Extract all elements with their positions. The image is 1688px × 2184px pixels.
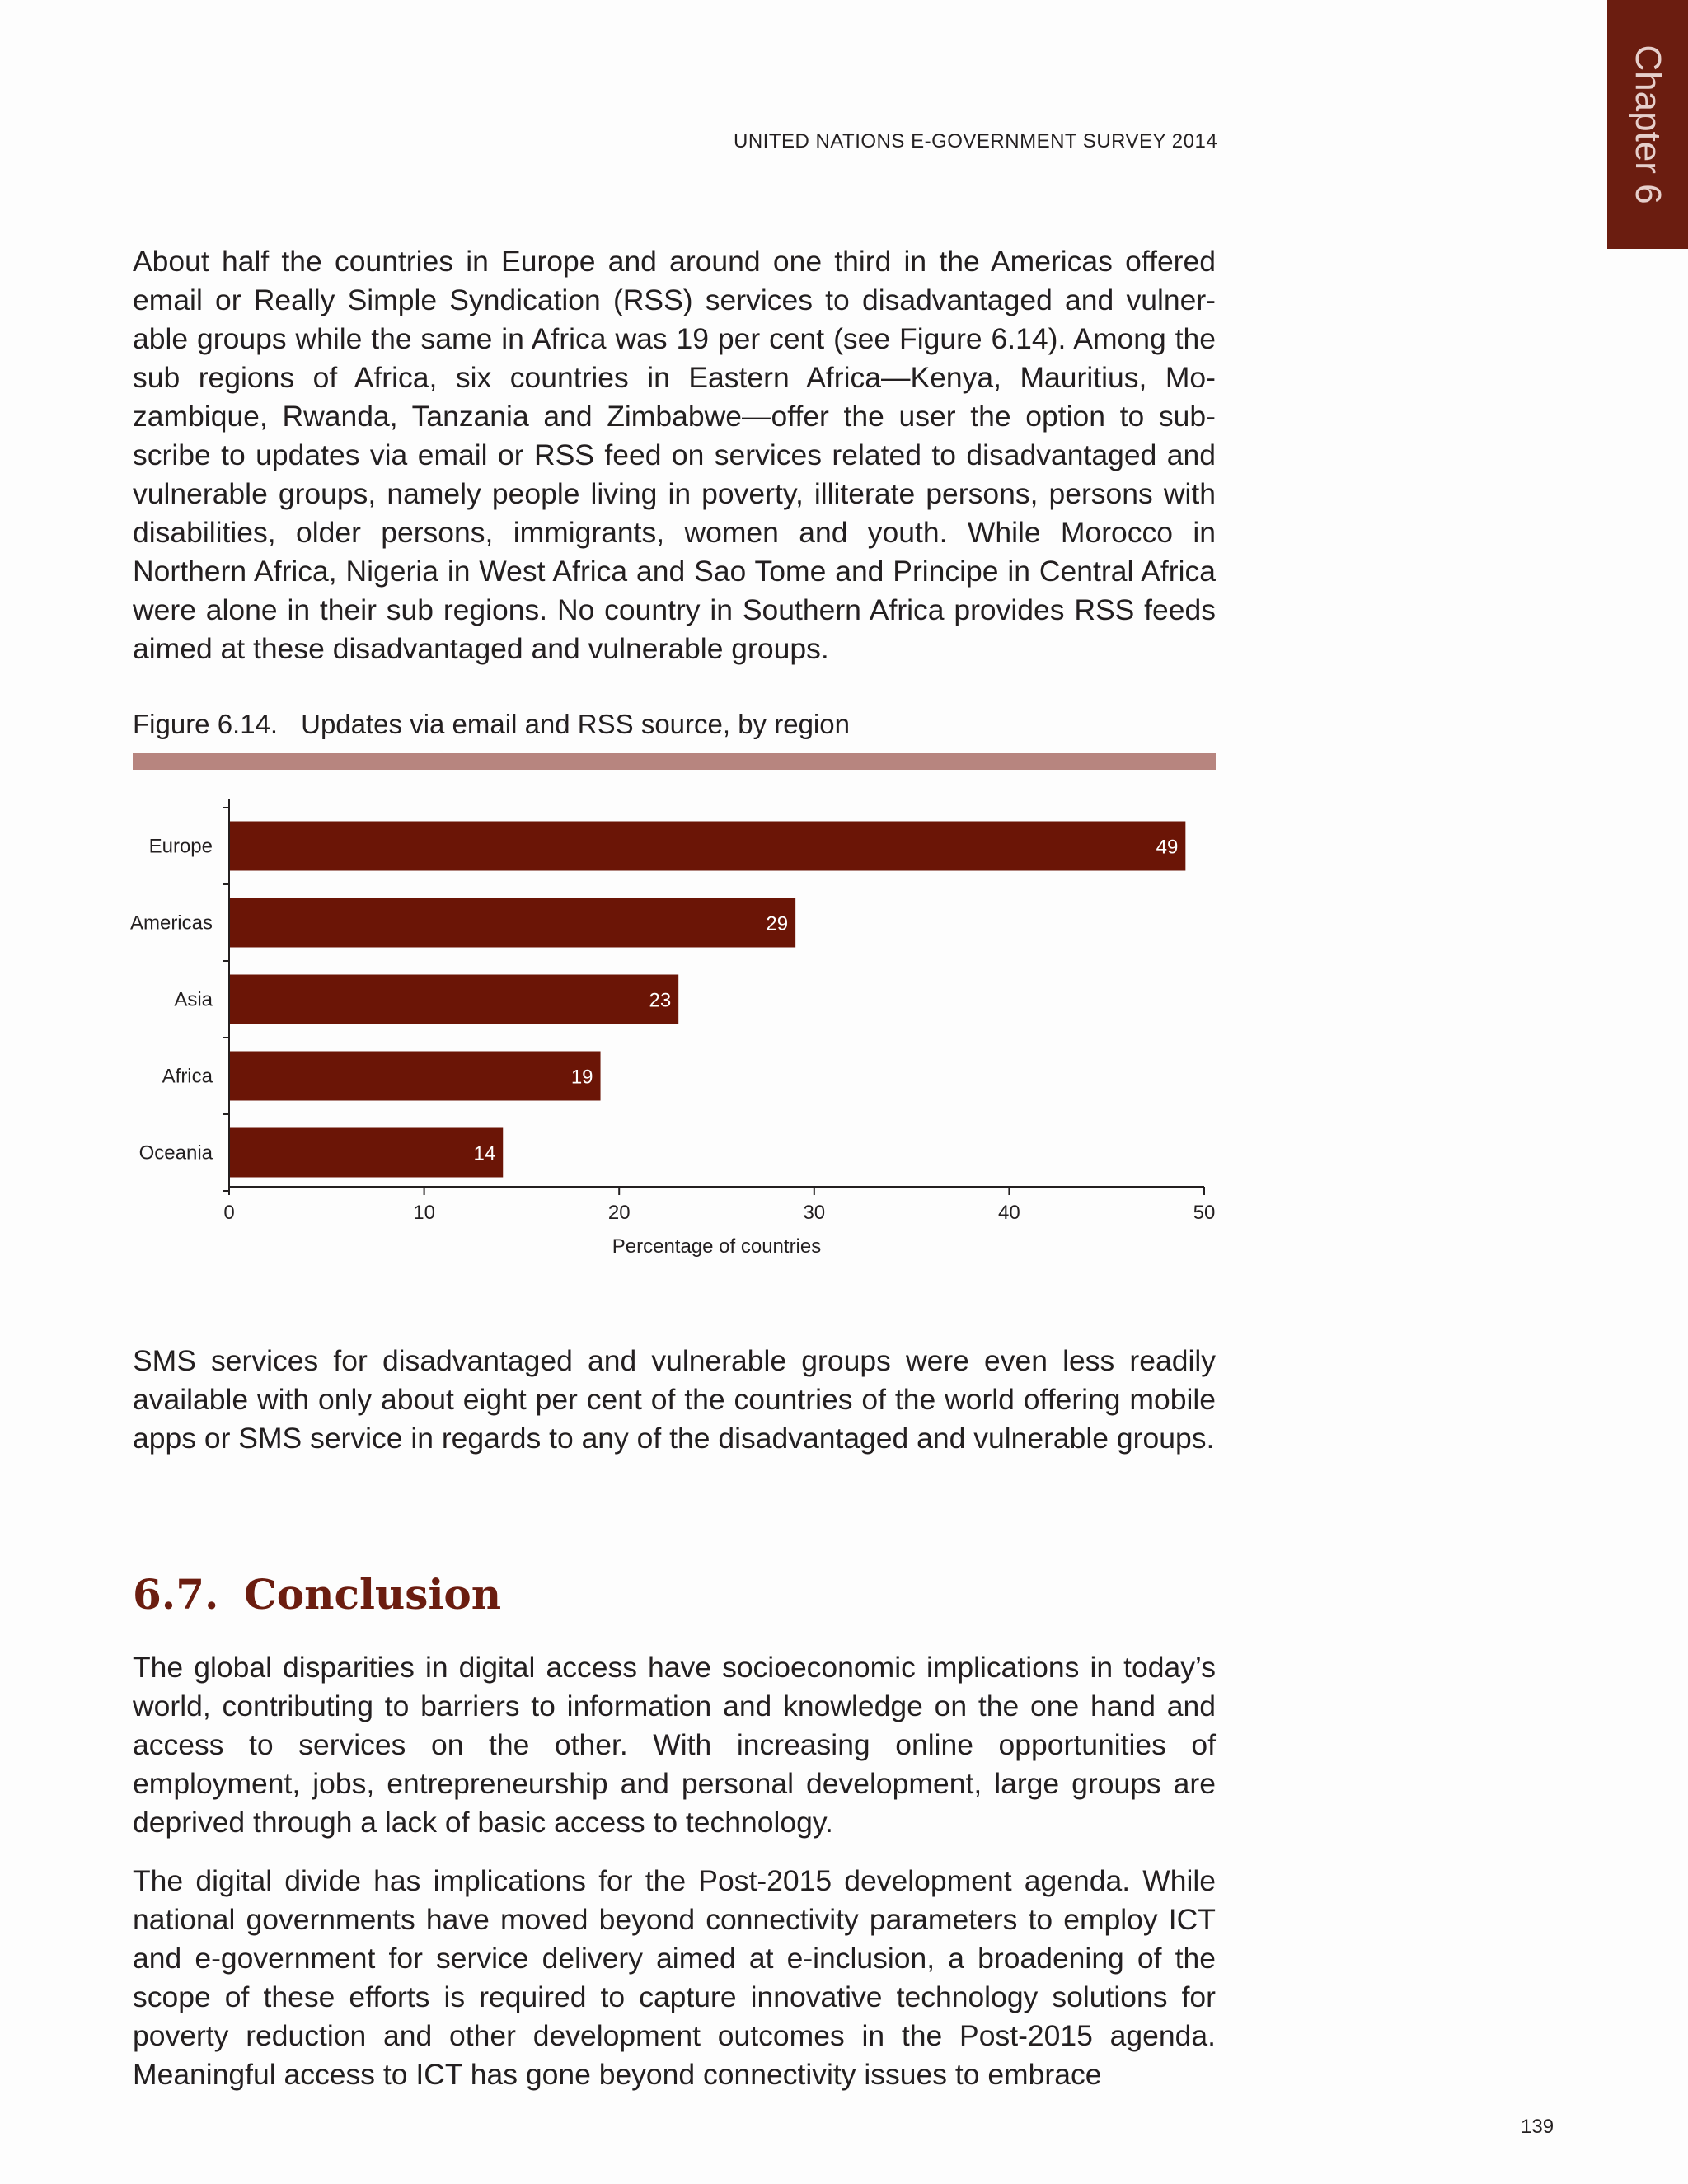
data-label: 23 [649,989,672,1012]
section-number: 6.7. [133,1570,219,1619]
data-label: 14 [473,1142,496,1165]
body-paragraph: The digital divide has implications for the Post-2015 development agenda. While national governments have moved beyond connectivity parameters to employ ICT and e-government for service delivery aimed at e-inclusion, a broadening of the scope of these efforts is required to capture innovative technology solutions for poverty reduction and other development outcomes in the Post-2015 agenda. Meaningful access to ICT has gone beyond connectivity issues to embrace [133,1864,1216,2091]
x-tick-label: 30 [803,1202,826,1224]
body-paragraph: SMS services for disadvantaged and vulnerable groups were even less readily available with only about eight per cent of the countries of the world offering mobile apps or SMS service in regards to any of the disadvantaged and vulnerable groups. [133,1344,1216,1455]
x-axis-title: Percentage of countries [612,1235,822,1258]
bar [230,1052,601,1101]
page-number: 139 [1521,2116,1554,2138]
section-title: Conclusion [244,1570,502,1619]
figure-number: Figure 6.14. [133,709,279,739]
figure-title: Updates via email and RSS source, by region [301,709,850,739]
body-paragraph: About half the countries in Europe and around one third in the Americas offered email or Really Simple Syndication (RSS) services to disadvantaged and vulnerable groups while the same in Africa was 19 per cent (see Figure 6.14). Among the sub regions of Africa, six countries in Eastern Africa—Kenya, Mauritius, Mozambique, Rwanda, Tanzania and Zimbabwe—offer the user the option to subscribe to updates via email or RSS feed on services related to disadvantaged and vulnerable groups, namely people living in poverty, illiterate persons, persons with disabilities, older persons, immigrants, women and youth. While Morocco in Northern Africa, Nigeria in West Africa and Sao Tome and Principe in Central Africa were alone in their sub regions. No country in Southern Africa provides RSS feeds aimed at these disadvantaged and vulnerable groups. [133,245,1216,665]
section-heading [133,1570,501,1619]
chapter-tab [1607,0,1688,249]
chapter-tab-label: Chapter 6 [1628,45,1668,204]
bar [230,1128,503,1178]
data-label: 49 [1156,836,1179,859]
bar-chart [115,783,1236,1269]
x-tick-label: 0 [223,1202,235,1224]
x-tick-label: 50 [1193,1202,1216,1224]
x-tick-label: 40 [998,1202,1020,1224]
data-label: 29 [766,912,789,935]
data-label: 19 [570,1066,593,1089]
category-label: Americas [129,912,213,935]
category-label: Asia [174,988,213,1011]
body-paragraph: The global disparities in digital access have socioeconomic implications in today’s world, contributing to barriers to information and knowledge on the one hand and access to services on the other. With increasing online opportunities of employment, jobs, entrepreneurship and personal development, large groups are deprived through a lack of basic access to technology. [133,1651,1216,1839]
category-label: Europe [148,835,213,858]
x-tick-label: 10 [413,1202,435,1224]
x-tick-label: 20 [607,1202,631,1224]
figure-rule [133,753,1216,770]
bar [230,975,678,1024]
bar [230,822,1185,871]
category-label: Oceania [138,1141,213,1165]
bar [230,898,795,948]
category-label: Africa [162,1065,213,1088]
running-head: UNITED NATIONS E-GOVERNMENT SURVEY 2014 [734,130,1218,152]
figure-caption [133,709,850,740]
